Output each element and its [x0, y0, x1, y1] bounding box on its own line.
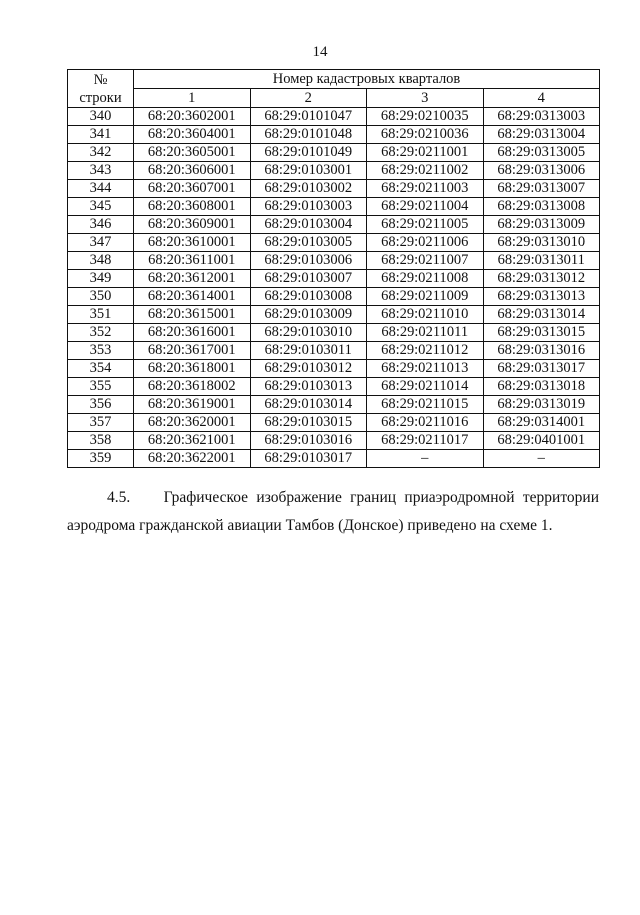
cadastral-number-cell: 68:29:0313016 — [483, 342, 600, 360]
paragraph-4-5 — [67, 484, 599, 540]
table-row — [68, 342, 600, 360]
cadastral-number-cell: 68:29:0103005 — [250, 234, 367, 252]
table-row — [68, 126, 600, 144]
table-row — [68, 450, 600, 468]
table-row — [68, 324, 600, 342]
cadastral-number-cell: 68:20:3619001 — [134, 396, 251, 414]
table-row — [68, 216, 600, 234]
cadastral-number-cell: 68:29:0313010 — [483, 234, 600, 252]
row-number-cell: 353 — [68, 342, 134, 360]
cadastral-number-cell: 68:29:0211003 — [367, 180, 484, 198]
cadastral-number-cell: 68:29:0211001 — [367, 144, 484, 162]
row-number-cell: 341 — [68, 126, 134, 144]
cadastral-number-cell: 68:29:0211005 — [367, 216, 484, 234]
cadastral-number-cell: 68:29:0103002 — [250, 180, 367, 198]
paragraph-number: 4.5. — [107, 489, 131, 506]
cadastral-number-cell: 68:29:0313015 — [483, 324, 600, 342]
row-number-header — [68, 70, 134, 108]
row-number-cell: 342 — [68, 144, 134, 162]
cadastral-number-cell: 68:29:0211009 — [367, 288, 484, 306]
cadastral-number-cell: 68:29:0313004 — [483, 126, 600, 144]
cadastral-number-cell: 68:29:0103009 — [250, 306, 367, 324]
cadastral-number-cell: 68:29:0211014 — [367, 378, 484, 396]
table-row — [68, 162, 600, 180]
cadastral-quarters-table — [67, 69, 600, 468]
cadastral-number-cell: 68:29:0313005 — [483, 144, 600, 162]
cadastral-number-cell: 68:29:0103016 — [250, 432, 367, 450]
row-number-cell: 351 — [68, 306, 134, 324]
column-number-header: 3 — [367, 89, 484, 108]
cadastral-number-cell: 68:29:0211004 — [367, 198, 484, 216]
cadastral-number-cell: 68:29:0211015 — [367, 396, 484, 414]
table-row — [68, 306, 600, 324]
cadastral-number-cell: 68:20:3622001 — [134, 450, 251, 468]
cadastral-number-cell: 68:29:0313019 — [483, 396, 600, 414]
table-row — [68, 198, 600, 216]
cadastral-number-cell: 68:29:0211011 — [367, 324, 484, 342]
table-row — [68, 252, 600, 270]
row-number-cell: 355 — [68, 378, 134, 396]
cadastral-number-cell: 68:29:0313009 — [483, 216, 600, 234]
table-row — [68, 414, 600, 432]
row-number-cell: 349 — [68, 270, 134, 288]
table-row — [68, 396, 600, 414]
cadastral-number-cell: 68:29:0313013 — [483, 288, 600, 306]
cadastral-number-cell: 68:29:0313017 — [483, 360, 600, 378]
cadastral-number-cell: 68:20:3605001 — [134, 144, 251, 162]
cadastral-number-cell: 68:20:3606001 — [134, 162, 251, 180]
cadastral-group-header: Номер кадастровых кварталов — [134, 70, 600, 89]
page-number: 14 — [312, 44, 328, 60]
cadastral-number-cell: 68:20:3608001 — [134, 198, 251, 216]
cadastral-number-cell: 68:20:3618001 — [134, 360, 251, 378]
row-number-cell: 340 — [68, 108, 134, 126]
cadastral-number-cell: 68:29:0313007 — [483, 180, 600, 198]
cadastral-number-cell: – — [367, 450, 484, 468]
cadastral-number-cell: 68:29:0103006 — [250, 252, 367, 270]
cadastral-number-cell: 68:29:0101048 — [250, 126, 367, 144]
paragraph-text: Графическое изображение границ приаэродромной территории аэродрома гражданской авиации Тамбов (Донское) приведено на схеме 1. — [67, 489, 600, 534]
cadastral-number-cell: 68:29:0211010 — [367, 306, 484, 324]
row-number-header-label: строки — [79, 89, 122, 106]
table-row — [68, 270, 600, 288]
cadastral-number-cell: 68:29:0211012 — [367, 342, 484, 360]
cadastral-number-cell: 68:29:0313011 — [483, 252, 600, 270]
cadastral-number-cell: 68:29:0103010 — [250, 324, 367, 342]
cadastral-number-cell: 68:20:3610001 — [134, 234, 251, 252]
row-number-cell: 352 — [68, 324, 134, 342]
cadastral-number-cell: 68:29:0103001 — [250, 162, 367, 180]
cadastral-number-cell: 68:29:0103015 — [250, 414, 367, 432]
row-number-cell: 348 — [68, 252, 134, 270]
cadastral-number-cell: 68:29:0211006 — [367, 234, 484, 252]
table-row — [68, 108, 600, 126]
cadastral-number-cell: 68:29:0103013 — [250, 378, 367, 396]
cadastral-number-cell: 68:29:0101049 — [250, 144, 367, 162]
cadastral-number-cell: 68:29:0101047 — [250, 108, 367, 126]
row-number-cell: 345 — [68, 198, 134, 216]
cadastral-number-cell: 68:29:0103011 — [250, 342, 367, 360]
row-number-cell: 358 — [68, 432, 134, 450]
cadastral-number-cell: 68:20:3617001 — [134, 342, 251, 360]
cadastral-number-cell: 68:29:0103004 — [250, 216, 367, 234]
cadastral-number-cell: 68:29:0313003 — [483, 108, 600, 126]
column-number-header: 1 — [134, 89, 251, 108]
cadastral-number-cell: 68:29:0211007 — [367, 252, 484, 270]
column-number-header: 4 — [483, 89, 600, 108]
cadastral-number-cell: 68:20:3607001 — [134, 180, 251, 198]
row-number-cell: 359 — [68, 450, 134, 468]
cadastral-number-cell: 68:29:0210036 — [367, 126, 484, 144]
cadastral-number-cell: 68:29:0210035 — [367, 108, 484, 126]
cadastral-number-cell: 68:20:3620001 — [134, 414, 251, 432]
cadastral-number-cell: 68:29:0313012 — [483, 270, 600, 288]
cadastral-number-cell: 68:20:3616001 — [134, 324, 251, 342]
row-number-cell: 343 — [68, 162, 134, 180]
cadastral-number-cell: 68:29:0211008 — [367, 270, 484, 288]
row-number-cell: 354 — [68, 360, 134, 378]
row-number-header-symbol: № — [93, 71, 108, 88]
cadastral-number-cell: 68:29:0313014 — [483, 306, 600, 324]
row-number-cell: 347 — [68, 234, 134, 252]
cadastral-number-cell: 68:20:3618002 — [134, 378, 251, 396]
cadastral-number-cell: 68:29:0313006 — [483, 162, 600, 180]
cadastral-number-cell: 68:29:0211002 — [367, 162, 484, 180]
table-row — [68, 234, 600, 252]
row-number-cell: 356 — [68, 396, 134, 414]
table-body — [68, 108, 600, 468]
cadastral-number-cell: – — [483, 450, 600, 468]
table-row — [68, 378, 600, 396]
table-row — [68, 360, 600, 378]
cadastral-number-cell: 68:29:0313018 — [483, 378, 600, 396]
cadastral-number-cell: 68:29:0211013 — [367, 360, 484, 378]
cadastral-number-cell: 68:20:3609001 — [134, 216, 251, 234]
column-number-header: 2 — [250, 89, 367, 108]
row-number-cell: 350 — [68, 288, 134, 306]
cadastral-number-cell: 68:29:0211016 — [367, 414, 484, 432]
table-row — [68, 180, 600, 198]
row-number-cell: 344 — [68, 180, 134, 198]
cadastral-number-cell: 68:20:3604001 — [134, 126, 251, 144]
cadastral-number-cell: 68:29:0314001 — [483, 414, 600, 432]
cadastral-number-cell: 68:29:0211017 — [367, 432, 484, 450]
cadastral-number-cell: 68:29:0103017 — [250, 450, 367, 468]
cadastral-number-cell: 68:20:3602001 — [134, 108, 251, 126]
table-row — [68, 288, 600, 306]
cadastral-number-cell: 68:29:0313008 — [483, 198, 600, 216]
cadastral-number-cell: 68:20:3611001 — [134, 252, 251, 270]
cadastral-number-cell: 68:20:3615001 — [134, 306, 251, 324]
cadastral-number-cell: 68:29:0401001 — [483, 432, 600, 450]
cadastral-number-cell: 68:29:0103014 — [250, 396, 367, 414]
table-row — [68, 144, 600, 162]
cadastral-number-cell: 68:20:3621001 — [134, 432, 251, 450]
cadastral-number-cell: 68:29:0103003 — [250, 198, 367, 216]
row-number-cell: 346 — [68, 216, 134, 234]
cadastral-number-cell: 68:20:3614001 — [134, 288, 251, 306]
table-row — [68, 432, 600, 450]
row-number-cell: 357 — [68, 414, 134, 432]
cadastral-number-cell: 68:29:0103008 — [250, 288, 367, 306]
cadastral-number-cell: 68:29:0103012 — [250, 360, 367, 378]
cadastral-number-cell: 68:29:0103007 — [250, 270, 367, 288]
cadastral-number-cell: 68:20:3612001 — [134, 270, 251, 288]
